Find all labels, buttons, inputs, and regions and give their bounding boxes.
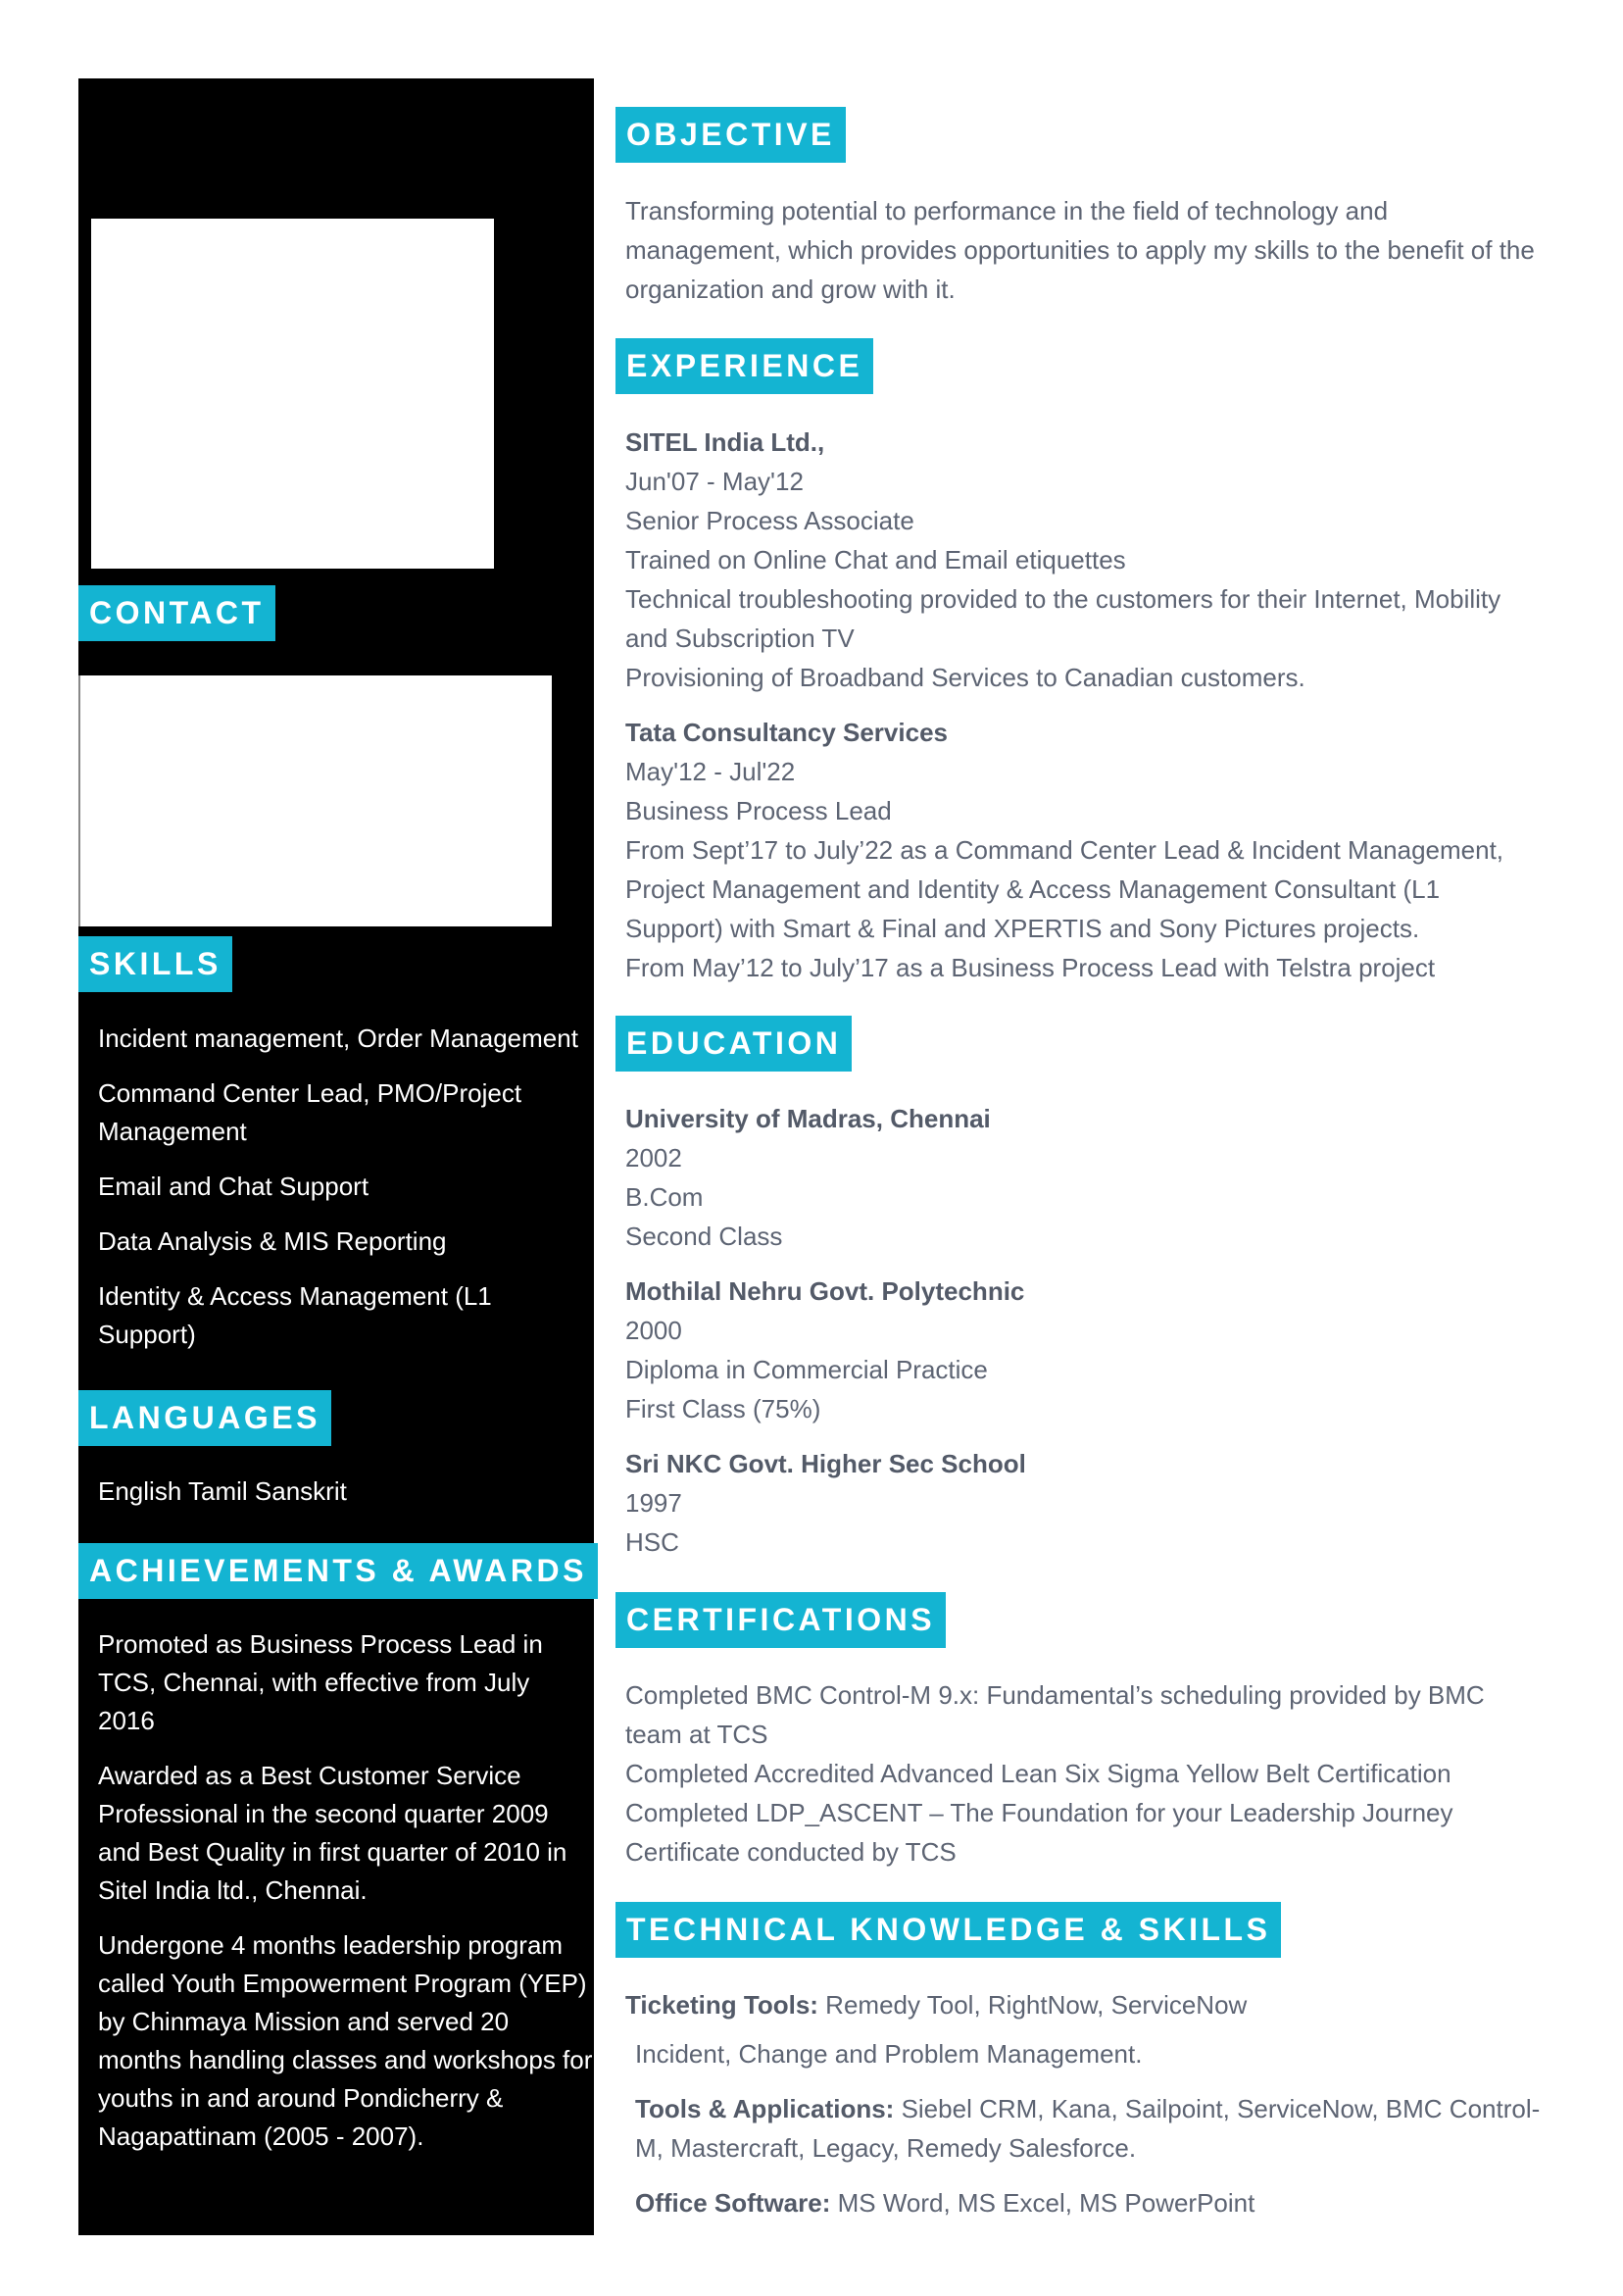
technical-skills-list (625, 1985, 1542, 2222)
achievement-item: Promoted as Business Process Lead in TCS, Chennai, with effective from July 2016 (98, 1629, 543, 1735)
achievement-item: Undergone 4 months leadership program called Youth Empowerment Program (YEP) by Chinmaya Mission and served 20 months handling classes and workshops for youths in and around Pondicherry & Nagapattinam (2005 - 2007). (98, 1930, 593, 2151)
ticketing-tools-line (625, 1985, 1542, 2024)
job-title: Senior Process Associate (625, 506, 914, 535)
office-software-value: MS Word, MS Excel, MS PowerPoint (830, 2188, 1255, 2218)
experience-heading: EXPERIENCE (615, 338, 873, 394)
school-name: Mothilal Nehru Govt. Polytechnic (625, 1276, 1025, 1306)
ticketing-tools-label: Ticketing Tools: (625, 1990, 818, 2020)
skill-item: Command Center Lead, PMO/Project Management (98, 1078, 522, 1146)
skills-list (98, 1020, 593, 1354)
profile-photo-placeholder (91, 219, 494, 569)
education-degree: HSC (625, 1527, 679, 1557)
contact-details-redacted (78, 675, 552, 926)
education-result: Second Class (625, 1222, 783, 1251)
tools-applications-line (635, 2089, 1542, 2168)
skill-item: Incident management, Order Management (98, 1023, 578, 1053)
job-detail: From Sept’17 to July’22 as a Command Center Lead & Incident Management, Project Management and Identity & Access Management Consultant (L1 Support) with Smart & Final and XPERTIS and Sony Pictures projects. (625, 835, 1504, 943)
experience-entry (625, 423, 1542, 697)
education-year: 2000 (625, 1316, 682, 1345)
office-software-label: Office Software: (635, 2188, 831, 2218)
tools-applications-label: Tools & Applications: (635, 2094, 895, 2123)
education-year: 1997 (625, 1488, 682, 1518)
certification-item: Completed BMC Control-M 9.x: Fundamental’s scheduling provided by BMC team at TCS (625, 1680, 1485, 1749)
experience-list (625, 423, 1542, 987)
incident-management-line: Incident, Change and Problem Management. (635, 2039, 1143, 2069)
education-heading: EDUCATION (615, 1016, 852, 1072)
education-entry (625, 1099, 1542, 1256)
education-result: First Class (75%) (625, 1394, 821, 1423)
objective-text: Transforming potential to performance in the field of technology and management, which provides opportunities to apply my skills to the benefit of the organization and grow with it. (625, 196, 1535, 304)
job-dates: May'12 - Jul'22 (625, 757, 796, 786)
languages-list (98, 1472, 593, 1511)
languages-text: English Tamil Sanskrit (98, 1476, 347, 1506)
skill-item: Identity & Access Management (L1 Support) (98, 1281, 492, 1349)
education-entry (625, 1272, 1542, 1428)
job-detail: From May’12 to July’17 as a Business Process Lead with Telstra project (625, 953, 1436, 982)
achievements-heading: ACHIEVEMENTS & AWARDS (78, 1543, 598, 1599)
school-name: Sri NKC Govt. Higher Sec School (625, 1449, 1026, 1478)
languages-heading: LANGUAGES (78, 1390, 331, 1446)
job-title: Business Process Lead (625, 796, 892, 825)
skill-item: Data Analysis & MIS Reporting (98, 1226, 447, 1256)
education-entry (625, 1444, 1542, 1562)
achievement-item: Awarded as a Best Customer Service Professional in the second quarter 2009 and Best Quality in first quarter of 2010 in Sitel India ltd., Chennai. (98, 1761, 567, 1905)
education-degree: Diploma in Commercial Practice (625, 1355, 988, 1384)
certifications-heading: CERTIFICATIONS (615, 1592, 946, 1648)
job-detail: Technical troubleshooting provided to the customers for their Internet, Mobility and Subscription TV (625, 584, 1501, 653)
school-name: University of Madras, Chennai (625, 1104, 991, 1133)
achievements-list (98, 1625, 593, 2156)
job-dates: Jun'07 - May'12 (625, 467, 804, 496)
ticketing-tools-value: Remedy Tool, RightNow, ServiceNow (817, 1990, 1248, 2020)
education-year: 2002 (625, 1143, 682, 1173)
job-detail: Provisioning of Broadband Services to Canadian customers. (625, 663, 1305, 692)
company-name: SITEL India Ltd., (625, 427, 825, 457)
certifications-list (625, 1675, 1542, 1872)
technical-skills-heading: TECHNICAL KNOWLEDGE & SKILLS (615, 1902, 1281, 1958)
office-software-line (635, 2183, 1542, 2222)
tools-applications-value: Siebel CRM, Kana, Sailpoint, ServiceNow, BMC Control-M, Mastercraft, Legacy, Remedy Salesforce. (635, 2094, 1541, 2163)
education-degree: B.Com (625, 1182, 704, 1212)
experience-entry (625, 713, 1542, 987)
job-detail: Trained on Online Chat and Email etiquettes (625, 545, 1126, 574)
skill-item: Email and Chat Support (98, 1172, 369, 1201)
education-list (625, 1099, 1542, 1562)
certification-item: Completed LDP_ASCENT – The Foundation for your Leadership Journey Certificate conducted by TCS (625, 1798, 1453, 1867)
objective-heading: OBJECTIVE (615, 107, 846, 163)
certification-item: Completed Accredited Advanced Lean Six Sigma Yellow Belt Certification (625, 1759, 1451, 1788)
skills-heading: SKILLS (78, 936, 232, 992)
company-name: Tata Consultancy Services (625, 718, 948, 747)
contact-heading: CONTACT (78, 585, 275, 641)
